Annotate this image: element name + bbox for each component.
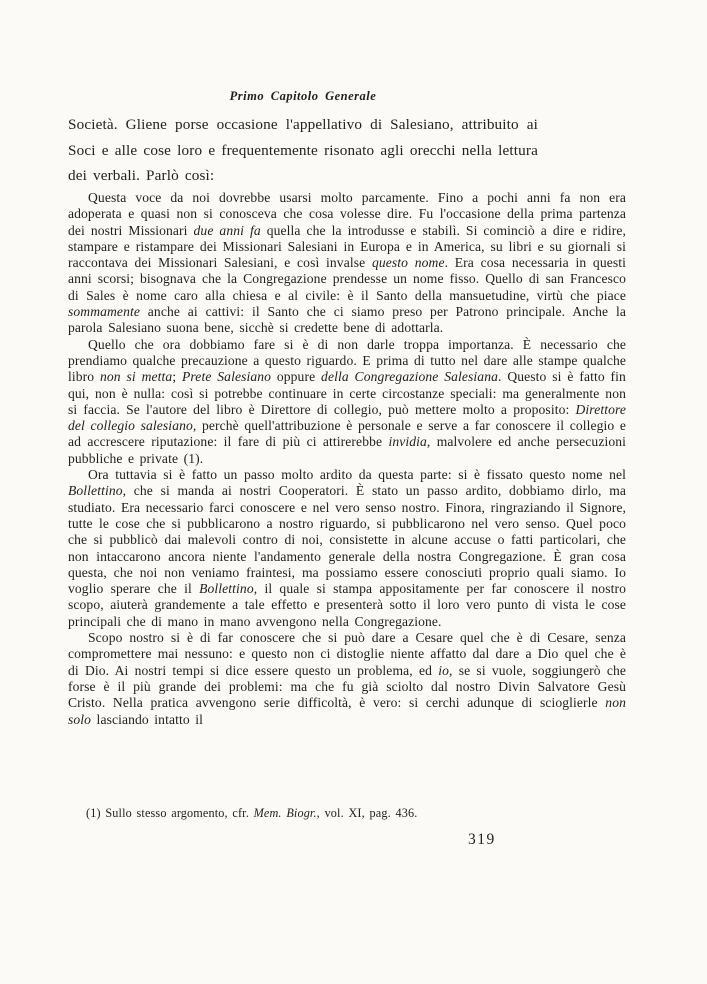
italic-text-run: invidia [388, 434, 427, 450]
text-run: Quello che ora dobbiamo fare si è di non darle troppa importanza. È necessario che prendiamo qualche precauzione a questo riguardo. E prima di tutto nel dare alle stampe qualche libro [68, 336, 626, 385]
text-run: , il quale si stampa appositamente per far conoscere il nostro scopo, aiuterà grandemente a tale effetto e presenterà sotto il loro vero punto di vista le cose principali che di mano in mano avvengono nella Congregazione. [68, 581, 626, 629]
italic-text-run: non solo [68, 695, 626, 727]
body-paragraph [68, 630, 626, 728]
text-run: quella che la introdusse e stabilì. Si cominciò a dire e ridire, stampare e ristampare dei Missionari Salesiani in Europa e in America, su libri e su giornali si raccontava dei Missionari Salesiani, e così invalse [68, 222, 627, 271]
text-run: ; [172, 369, 183, 385]
intro-paragraph: Società. Gliene porse occasione l'appellativo di Salesiano, attribuito ai Soci e alle cose loro e frequentemente risonato agli orecchi nella lettura dei verbali. Parlò così: [68, 116, 538, 185]
body-paragraph [68, 190, 626, 337]
italic-text-run: io [438, 662, 449, 678]
text-run: , malvolere ed anche persecuzioni pubbliche e private (1). [68, 434, 626, 466]
text-run: oppure [271, 369, 322, 385]
italic-text-run: Prete Salesiano [182, 369, 272, 385]
italic-text-run: Direttore del collegio salesiano [68, 401, 626, 434]
body-text [68, 190, 626, 728]
text-run: , vol. XI, pag. 436. [316, 806, 418, 820]
text-run: Ora tuttavia si è fatto un passo molto ardito da questa parte: si è fissato questo nome nel [88, 467, 626, 483]
text-run: , che si manda ai nostri Cooperatori. È stato un passo ardito, dobbiamo dirlo, ma studiato. Era necessario farci conoscere e nel vero senso nostro. Finora, ringraziando il Signore, tutte le cose che si pubblicarono a nostro riguardo, si pubblicarono nel vero senso. Quel poco che si pubblicò dai malevoli contro di noi, consistette in alcune accuse o fatti particolari, che non intaccarono ancora niente l'andamento generale della nostra Congregazione. È gran cosa questa, che noi non veniamo fraintesi, ma possiamo essere conosciuti proprio quali siamo. Io voglio sperare che il [68, 483, 626, 597]
body-paragraph [68, 467, 626, 630]
italic-text-run: della Congregazione Salesiana [321, 369, 499, 385]
text-run: lasciando intatto il [91, 711, 203, 727]
text-run: Questa voce da noi dovrebbe usarsi molto parcamente. Fino a pochi anni fa non era adoperata e quasi non si conosceva che cosa volesse dire. Fu l'occasione della prima partenza dei nostri Missionari [68, 190, 626, 238]
italic-text-run: Mem. Biogr. [253, 806, 317, 820]
body-paragraph [68, 337, 626, 467]
text-run: . Questo si è fatto fin qui, non è nulla: così si potrebbe continuare in certe circostanze speciali: ma generalmente non si faccia. Se l'autore del libro è Direttore di collegio, può mettere molto a proposito: [68, 369, 626, 417]
text-run: . Era cosa necessaria in questi anni scorsi; bisognava che la Congregazione prendesse un nome fisso. Quello di san Francesco di Sales è nome caro alla chiesa e al civile: è il Santo della mansuetudine, virtù che piace [68, 255, 626, 303]
text-run: (1) Sullo stesso argomento, cfr. [86, 806, 254, 820]
italic-text-run: questo nome [371, 255, 445, 271]
italic-text-run: due anni fa [193, 222, 261, 238]
page-number: 319 [468, 831, 496, 848]
text-run: , perchè quell'attribuzione è personale e serve a far conoscere il collegio e ad accrescere riputazione: il fare di più ci attirerebbe [68, 418, 627, 450]
italic-text-run: Bollettino [199, 581, 254, 597]
footnote [68, 806, 626, 821]
text-run: anche ai cattivi: il Santo che ci siamo preso per Patrono principale. Anche la parola Salesiano suona bene, sicchè si credette bene di adottarla. [68, 304, 626, 336]
text-run: Scopo nostro si è di far conoscere che si può dare a Cesare quel che è di Cesare, senza compromettere mai nessuno: e questo non ci distoglie niente affatto dal dare a Dio quel che è di Dio. Ai nostri tempi si dice essere questo un problema, ed [68, 630, 626, 678]
italic-text-run: non si metta [100, 369, 173, 385]
text-run: , se si vuole, soggiungerò che forse è il più grande dei problemi: ma che fu già sciolto dal nostro Divin Salvatore Gesù Cristo. Nella pratica avvengono serie difficoltà, è vero: si cerchi adunque di scioglierle [68, 662, 626, 711]
italic-text-run: Bollettino [68, 483, 123, 499]
running-head: Primo Capitolo Generale [229, 89, 377, 103]
italic-text-run: sommamente [68, 304, 140, 320]
